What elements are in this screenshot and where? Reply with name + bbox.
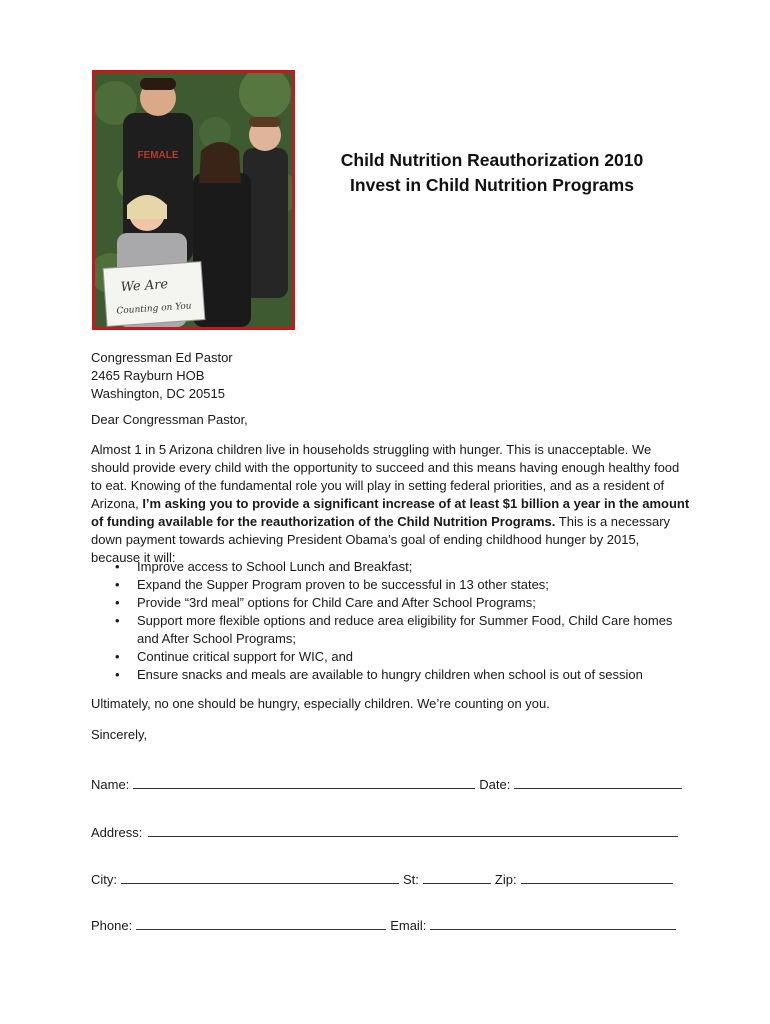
city-label: City:	[91, 872, 117, 887]
children-photo	[92, 70, 295, 330]
title-line-2: Invest in Child Nutrition Programs	[350, 175, 634, 195]
body-request-bold: I’m asking you to provide a significant increase of at least $1 billion a year in the amount of funding available for the reauthorization of the Child Nutrition Programs.	[91, 496, 690, 529]
recipient-city: Washington, DC 20515	[91, 386, 225, 401]
city-state-zip-row	[91, 869, 677, 887]
name-label: Name:	[91, 777, 130, 792]
recipient-address	[91, 349, 233, 403]
recipient-street: 2465 Rayburn HOB	[91, 368, 205, 383]
letter-body-paragraph	[91, 441, 691, 567]
list-item: • Improve access to School Lunch and Breakfast;	[91, 558, 691, 576]
email-label: Email:	[390, 918, 427, 933]
list-item: • Provide “3rd meal” options for Child Care and After School Programs;	[91, 594, 691, 612]
list-item: • Expand the Supper Program proven to be successful in 13 other states;	[91, 576, 691, 594]
svg-text:Counting on You: Counting on You	[116, 301, 192, 317]
state-label: St:	[403, 872, 419, 887]
address-field[interactable]	[148, 822, 678, 837]
state-field[interactable]	[423, 869, 491, 884]
children-photo-illustration	[95, 73, 292, 327]
zip-label: Zip:	[494, 872, 517, 887]
email-field[interactable]	[430, 915, 676, 930]
title-line-1: Child Nutrition Reauthorization 2010	[340, 150, 644, 170]
body-text-2: This is a necessary down payment towards achieving President Obama’s goal of ending childhood hunger by 2015, because it will:	[91, 514, 671, 565]
list-item: • Support more flexible options and reduce area eligibility for Summer Food, Child Care homes and After School Programs;	[91, 612, 691, 648]
name-date-row	[91, 774, 686, 792]
date-label: Date:	[479, 777, 511, 792]
salutation: Dear Congressman Pastor,	[91, 412, 248, 427]
zip-field[interactable]	[521, 869, 673, 884]
signoff: Sincerely,	[91, 727, 148, 742]
list-item: • Continue critical support for WIC, and	[91, 648, 691, 666]
svg-text:We Are: We Are	[120, 277, 169, 296]
phone-field[interactable]	[136, 915, 386, 930]
phone-email-row	[91, 915, 680, 933]
name-field[interactable]	[133, 774, 475, 789]
address-row	[91, 822, 682, 840]
address-label: Address:	[91, 825, 143, 840]
closing-sentence: Ultimately, no one should be hungry, especially children. We’re counting on you.	[91, 696, 550, 711]
date-field[interactable]	[514, 774, 682, 789]
list-item: • Ensure snacks and meals are available to hungry children when school is out of session	[91, 666, 691, 684]
city-field[interactable]	[121, 869, 399, 884]
phone-label: Phone:	[91, 918, 133, 933]
recipient-name: Congressman Ed Pastor	[91, 350, 233, 365]
letter-title	[322, 148, 662, 198]
shirt-text: FEMALE	[137, 150, 179, 161]
body-text-1: Almost 1 in 5 Arizona children live in households struggling with hunger. This is unacceptable. We should provide every child with the opportunity to succeed and this means having enough healthy food to eat. Knowing of the fundamental role you will play in setting federal priorities, and as a resident of Arizona,	[91, 442, 680, 511]
benefits-list	[91, 558, 691, 684]
